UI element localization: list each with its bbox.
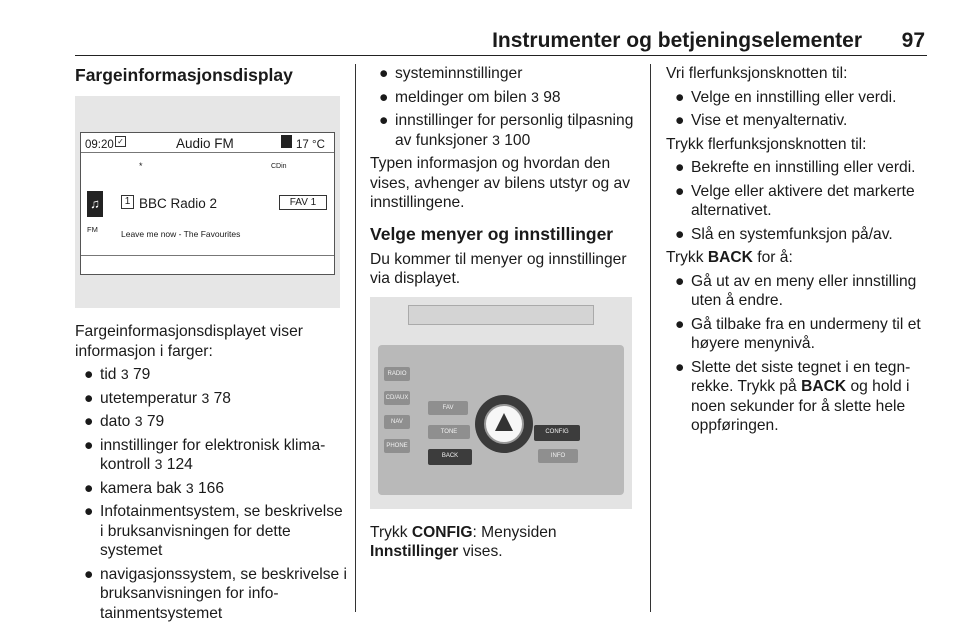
column-divider — [355, 64, 356, 612]
song-title: Leave me now - The Favourites — [121, 229, 241, 239]
section-title: Fargeinformasjonsdisplay — [75, 65, 293, 85]
list-item: ● innstillinger for elektronisk klimakontroll 3 124 — [84, 436, 326, 473]
media-button[interactable]: CD/AUX — [384, 391, 410, 405]
bullet-icon: ● — [84, 436, 94, 454]
list-item: ● Gå tilbake fra en undermeny til et høyere menynivå. — [675, 315, 921, 352]
list-item: ● Velge eller aktivere det markerte alternativet. — [675, 182, 915, 219]
config-key: CONFIG — [411, 523, 473, 541]
press-knob-list — [666, 158, 928, 244]
list-item: ● Slette det siste tegnet i en tegnrekke. Trykk på BACK og hold i noen sekunder for å slette hele oppføringen. — [675, 358, 911, 434]
bullet-icon: ● — [675, 112, 685, 129]
color-display-figure — [75, 96, 340, 308]
list-item: ● Bekrefte en innstilling eller verdi. — [675, 159, 916, 176]
display-divider — [81, 255, 334, 256]
menu-intro-paragraph: Du kommer til menyer og innstillinger via displayet. — [370, 250, 627, 287]
bullet-icon: ● — [675, 182, 685, 200]
bullet-icon: ● — [84, 565, 94, 583]
bullet-icon: ● — [84, 479, 94, 497]
reference-arrow-icon: 3 — [154, 456, 163, 472]
list-item: ● innstillinger for personlig tilpasning av funksjoner 3 100 — [379, 112, 634, 149]
list-item: ● Gå ut av en meny eller innstilling uten å endre. — [675, 272, 917, 309]
press-arrow-icon — [495, 413, 513, 431]
bullet-icon: ● — [675, 315, 685, 333]
page-reference[interactable]: 79 — [146, 413, 165, 430]
page-reference[interactable]: 166 — [197, 479, 224, 497]
column-2 — [370, 64, 634, 566]
bullet-icon: ● — [675, 358, 685, 376]
column-3 — [666, 64, 928, 440]
intro-paragraph: Fargeinformasjonsdisplayet viser informasjon i farger: — [75, 323, 303, 360]
list-item: ● Slå en systemfunksjon på/av. — [675, 225, 893, 243]
thermometer-icon — [281, 135, 292, 148]
page-number: 97 — [901, 29, 925, 52]
list-item: ● navigasjonssystem, se beskrivelse i bruksanvisningen for infotainmentsystemet — [84, 565, 348, 622]
info-paragraph: Typen informasjon og hvordan den vises, avhenger av bilens utstyr og av innstillingene. — [370, 155, 631, 211]
back-intro: Trykk BACK for å: — [666, 249, 793, 266]
display-temperature: 17 °C — [296, 139, 325, 151]
bullet-icon: ● — [675, 159, 685, 176]
check-icon: ✓ — [115, 136, 126, 147]
fav-button[interactable]: FAV — [428, 401, 468, 415]
config-paragraph: Trykk CONFIG: Menysiden Innstillinger vises. — [370, 523, 557, 560]
list-item: ● systeminnstillinger — [379, 65, 523, 82]
control-panel-figure — [370, 297, 632, 509]
antenna-icon: ♫ — [87, 191, 103, 217]
bullet-icon: ● — [84, 366, 94, 383]
list-item: ● dato 3 79 — [84, 413, 165, 430]
info-list-continued — [370, 64, 634, 150]
bullet-icon: ● — [84, 413, 94, 430]
page-reference[interactable]: 100 — [504, 131, 531, 149]
page-reference[interactable]: 79 — [132, 366, 151, 383]
info-button[interactable]: INFO — [538, 449, 578, 463]
radio-button[interactable]: RADIO — [384, 367, 410, 381]
reference-arrow-icon: 3 — [531, 88, 539, 105]
bullet-icon: ● — [379, 65, 389, 82]
bullet-icon: ● — [84, 503, 94, 520]
tone-button[interactable]: TONE — [428, 425, 470, 439]
station-name: BBC Radio 2 — [139, 196, 218, 211]
nav-button[interactable]: NAV — [384, 415, 410, 429]
list-item: ● Vise et menyalternativ. — [675, 112, 848, 129]
bluetooth-icon: * — [139, 161, 143, 171]
bullet-icon: ● — [379, 88, 389, 106]
turn-knob-intro: Vri flerfunksjonsknotten til: — [666, 65, 848, 82]
turn-knob-list — [666, 88, 928, 131]
column-1 — [75, 64, 347, 627]
control-panel — [378, 345, 624, 495]
cd-slot — [408, 305, 594, 325]
reference-arrow-icon: 3 — [492, 131, 500, 148]
display-cdin: CDin — [271, 163, 287, 170]
page-reference[interactable]: 78 — [213, 389, 231, 407]
back-key: BACK — [707, 249, 753, 266]
display-time: 09:20 — [85, 139, 114, 151]
back-list — [666, 272, 928, 436]
config-button[interactable]: CONFIG — [534, 425, 580, 441]
reference-arrow-icon: 3 — [201, 389, 210, 406]
display-source: Audio FM — [176, 136, 234, 151]
list-item: ● Infotainmentsystem, se beskrivelse i bruksanvisningen for dette systemet — [84, 503, 343, 559]
list-item: ● meldinger om bilen 3 98 — [379, 88, 561, 106]
page-reference[interactable]: 124 — [166, 456, 193, 473]
bullet-icon: ● — [379, 112, 389, 129]
page-header — [75, 26, 927, 56]
preset-number: 1 — [121, 195, 134, 209]
list-item: ● Velge en innstilling eller verdi. — [675, 88, 897, 106]
list-item: ● utetemperatur 3 78 — [84, 389, 231, 407]
reference-arrow-icon: 3 — [185, 479, 194, 496]
display-status-bar — [81, 133, 334, 153]
section-title: Velge menyer og innstillinger — [370, 223, 614, 244]
reference-arrow-icon: 3 — [134, 413, 143, 429]
page-reference[interactable]: 98 — [543, 88, 561, 106]
list-item: ● tid 3 79 — [84, 366, 151, 383]
list-item: ● kamera bak 3 166 — [84, 479, 224, 497]
back-button[interactable]: BACK — [428, 449, 472, 465]
bullet-icon: ● — [675, 225, 685, 243]
bullet-icon: ● — [675, 272, 685, 290]
press-knob-intro: Trykk flerfunksjonsknotten til: — [666, 135, 867, 153]
bullet-icon: ● — [84, 389, 94, 407]
back-key: BACK — [801, 378, 847, 395]
header-title: Instrumenter og betjeningselementer — [492, 29, 862, 52]
fav-badge: FAV 1 — [279, 195, 327, 210]
phone-button[interactable]: PHONE — [384, 439, 410, 453]
settings-menu-name: Innstillinger — [370, 543, 459, 560]
info-list — [75, 365, 347, 623]
bullet-icon: ● — [675, 88, 685, 106]
column-divider — [650, 64, 651, 612]
display-band: FM — [87, 225, 98, 234]
display-screen — [80, 132, 335, 275]
reference-arrow-icon: 3 — [120, 366, 129, 382]
